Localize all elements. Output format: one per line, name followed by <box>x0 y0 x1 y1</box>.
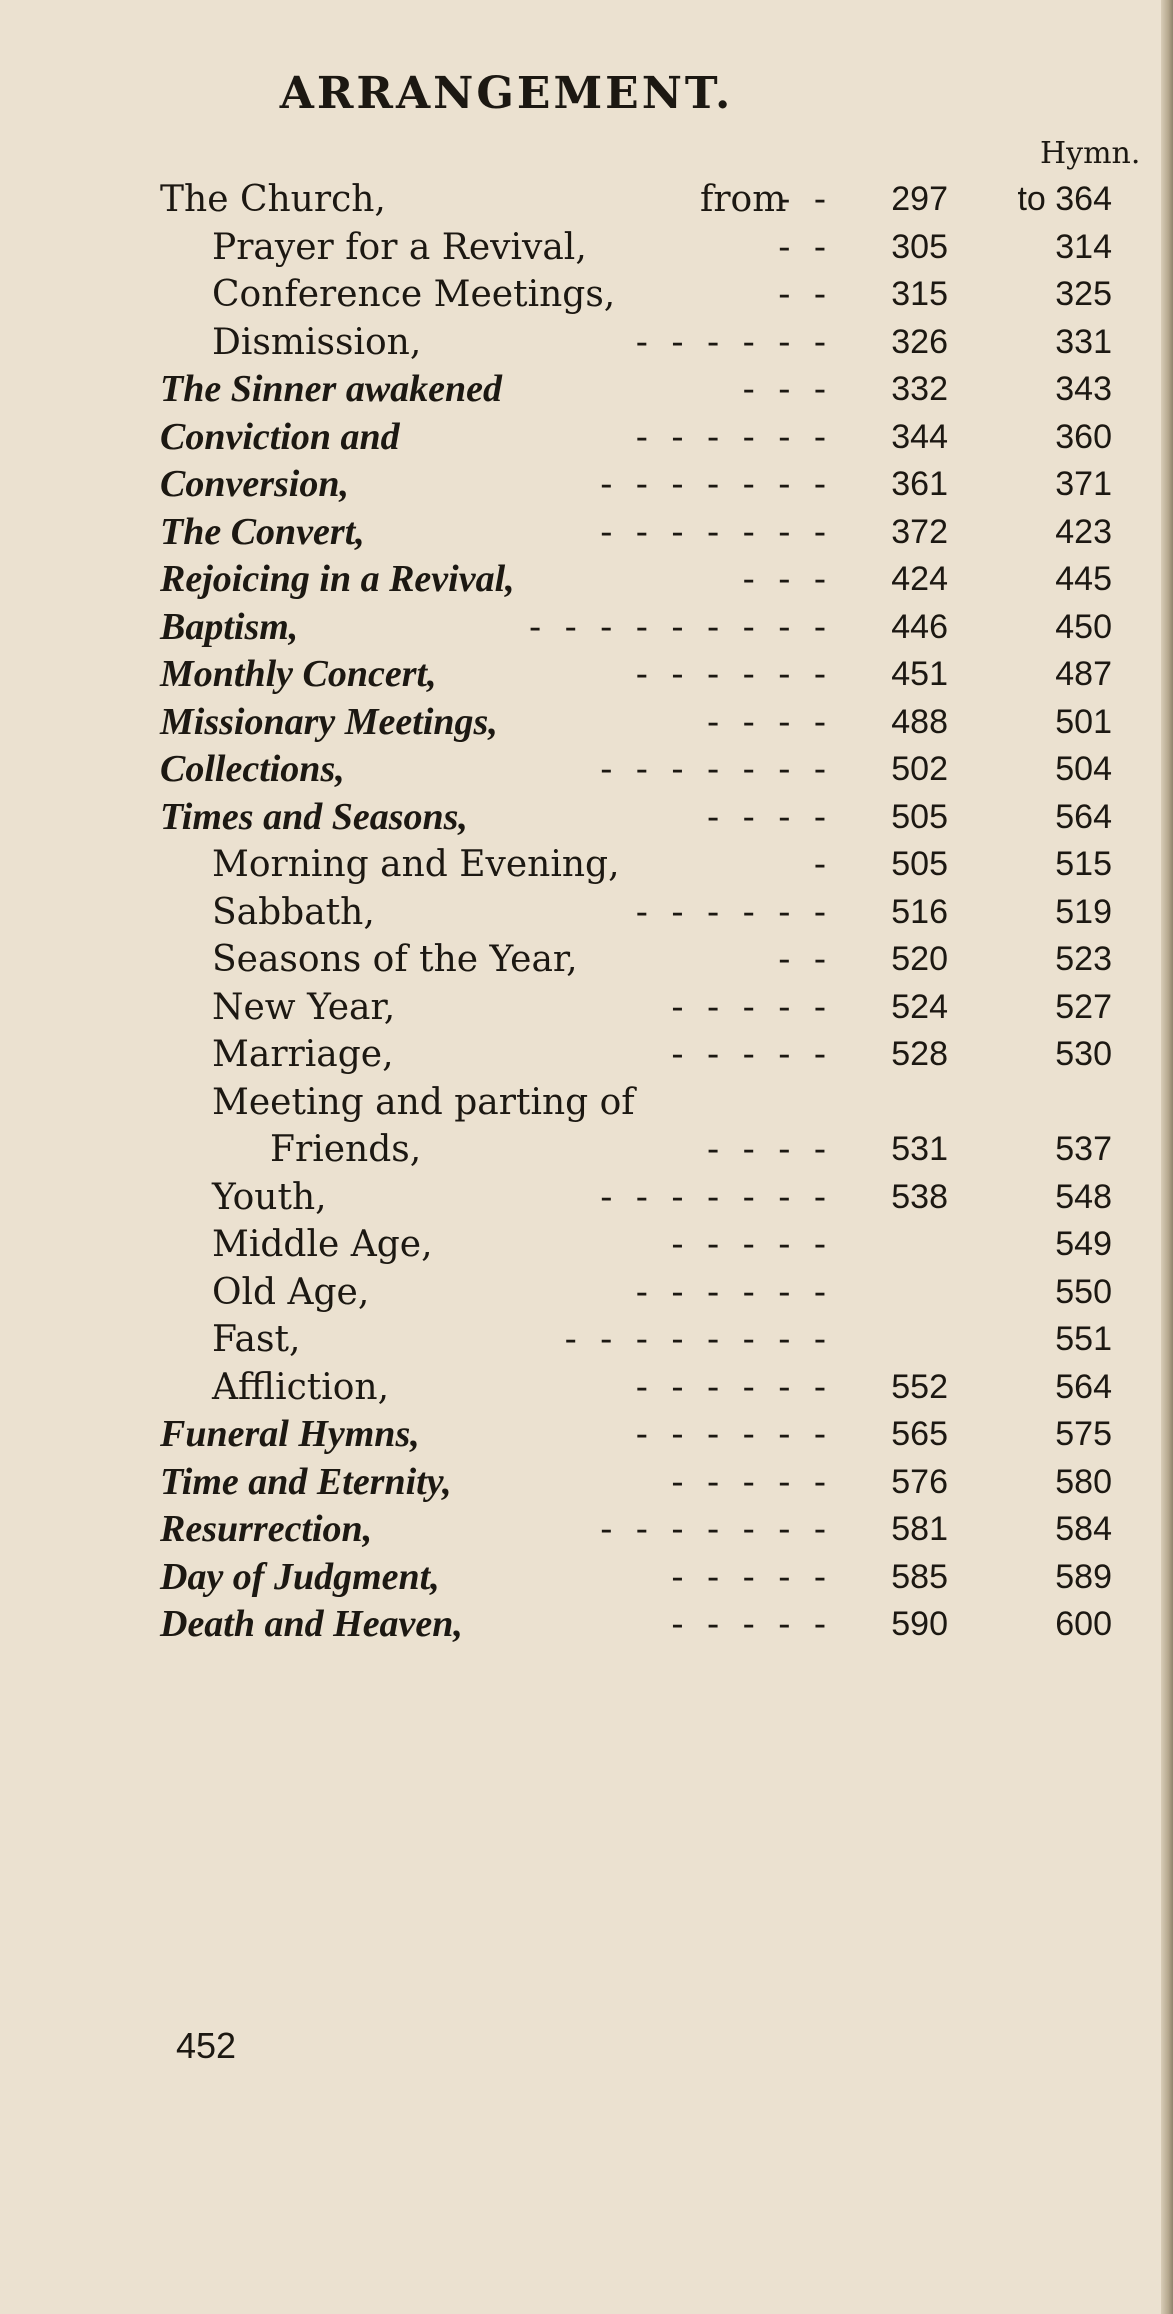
leader-dashes: - - - - - - <box>635 1271 832 1313</box>
entry-label: Morning and Evening, <box>212 844 620 885</box>
hymn-range-start: 538 <box>891 1177 948 1216</box>
contents-row <box>0 1601 1173 1649</box>
hymn-range-start: 520 <box>891 940 948 978</box>
contents-list <box>0 176 1173 1649</box>
leader-dashes: - - <box>778 939 832 980</box>
leader-dashes: - - <box>778 274 832 315</box>
entry-label: Seasons of the Year, <box>212 939 578 980</box>
contents-row <box>0 1316 1173 1364</box>
from-word: from <box>700 179 787 220</box>
entry-label: Sabbath, <box>212 891 375 933</box>
entry-label: Meeting and parting of <box>212 1081 635 1123</box>
entry-label-continued: Friends, <box>270 1129 422 1170</box>
hymn-range-end: 551 <box>1055 1320 1112 1358</box>
leader-dashes: - - <box>778 226 832 268</box>
hymn-range-start: 502 <box>891 750 948 788</box>
leader-dashes: - - - - - - <box>635 1414 832 1455</box>
hymn-range-end: 371 <box>1055 465 1112 503</box>
hymn-range-end: 537 <box>1055 1130 1112 1168</box>
hymn-range-start: 528 <box>891 1035 948 1073</box>
contents-row <box>0 1269 1173 1317</box>
hymn-range-end: 564 <box>1055 1367 1112 1406</box>
entry-label: Youth, <box>212 1176 327 1218</box>
entry-label: Day of Judgment, <box>160 1555 440 1598</box>
contents-row <box>0 604 1173 652</box>
leader-dashes: - - - - - - - <box>600 1509 832 1550</box>
entry-label: Monthly Concert, <box>160 653 437 695</box>
hymn-column-label: Hymn. <box>1040 136 1141 171</box>
contents-row <box>0 1364 1173 1412</box>
entry-label: The Sinner awakened <box>160 368 503 410</box>
hymn-range-end: 589 <box>1055 1557 1112 1596</box>
contents-row <box>0 461 1173 509</box>
contents-row <box>0 1459 1173 1507</box>
entry-label: The Church, <box>160 179 386 220</box>
hymn-range-end: 515 <box>1055 845 1112 883</box>
entry-label: Times and Seasons, <box>160 795 468 838</box>
entry-label: Middle Age, <box>212 1224 433 1265</box>
contents-row <box>0 746 1173 794</box>
leader-dashes: - - - - - - <box>635 321 832 363</box>
contents-row <box>0 509 1173 557</box>
hymn-range-end: 445 <box>1055 560 1112 598</box>
hymn-range-end: 504 <box>1055 750 1112 788</box>
leader-dashes: - - - - - <box>671 1224 832 1265</box>
hymn-range-end: 423 <box>1055 512 1112 551</box>
hymn-range-start: 505 <box>891 845 948 883</box>
hymn-range-end: 530 <box>1055 1035 1112 1073</box>
entry-label: Old Age, <box>212 1271 370 1313</box>
leader-dashes: - <box>813 844 832 885</box>
contents-row <box>0 1411 1173 1459</box>
leader-dashes: - - - - <box>707 796 832 838</box>
hymn-range-start: 585 <box>891 1557 948 1596</box>
hymn-range-start: 576 <box>891 1462 948 1501</box>
leader-dashes: - - - - - - <box>635 1366 832 1408</box>
entry-label: Fast, <box>212 1319 301 1360</box>
leader-dashes: - - - - - <box>671 1034 832 1075</box>
contents-row <box>0 651 1173 699</box>
contents-row <box>0 1079 1173 1174</box>
contents-row <box>0 1554 1173 1602</box>
contents-row <box>0 984 1173 1032</box>
contents-row <box>0 1221 1173 1269</box>
hymn-range-start: 446 <box>891 607 948 646</box>
hymn-range-end: 584 <box>1055 1510 1112 1548</box>
hymn-range-start: 451 <box>891 655 948 693</box>
hymn-range-end: 331 <box>1055 322 1112 361</box>
hymn-range-start: 516 <box>891 892 948 931</box>
leader-dashes: - - <box>778 179 832 220</box>
hymn-range-start: 531 <box>891 1130 948 1168</box>
hymn-range-start: 326 <box>891 322 948 361</box>
hymn-range-end: 600 <box>1055 1605 1112 1643</box>
hymn-range-end: 360 <box>1055 417 1112 456</box>
hymn-range-end: 564 <box>1055 797 1112 836</box>
entry-label: Resurrection, <box>160 1508 373 1550</box>
hymn-range-start: 488 <box>891 702 948 741</box>
entry-label: Rejoicing in a Revival, <box>160 558 515 600</box>
contents-row <box>0 176 1173 224</box>
hymn-range-end: 325 <box>1055 275 1112 313</box>
hymn-range-end: 550 <box>1055 1272 1112 1311</box>
hymn-range-end: 450 <box>1055 607 1112 646</box>
hymn-range-start: 590 <box>891 1605 948 1643</box>
entry-label: Time and Eternity, <box>160 1460 452 1503</box>
leader-dashes: - - - - - - - - <box>564 1319 832 1360</box>
entry-label: The Convert, <box>160 510 365 553</box>
leader-dashes: - - - - - <box>671 1604 832 1645</box>
contents-row <box>0 841 1173 889</box>
hymn-range-end: 548 <box>1055 1177 1112 1216</box>
hymn-range-start: 305 <box>891 227 948 266</box>
entry-label: Affliction, <box>212 1366 390 1408</box>
entry-label: Prayer for a Revival, <box>212 226 587 268</box>
hymn-range-start: 505 <box>891 797 948 836</box>
leader-dashes: - - - - - - - <box>600 749 832 790</box>
hymn-range-start: 361 <box>891 465 948 503</box>
hymn-range-start: 372 <box>891 512 948 551</box>
leader-dashes: - - - - - - - - - <box>528 606 832 648</box>
leader-dashes: - - - - <box>707 701 832 743</box>
hymn-range-end: 549 <box>1055 1225 1112 1263</box>
hymn-range-start: 581 <box>891 1510 948 1548</box>
hymn-range-end: 527 <box>1055 987 1112 1026</box>
leader-dashes: - - - - - - <box>635 891 832 933</box>
hymn-range-start: 524 <box>891 987 948 1026</box>
entry-label: Conviction and <box>160 415 400 458</box>
contents-row <box>0 224 1173 272</box>
entry-label: Baptism, <box>160 605 299 648</box>
entry-label: Collections, <box>160 748 345 790</box>
contents-row <box>0 271 1173 319</box>
hymn-range-end: 501 <box>1055 702 1112 741</box>
contents-row <box>0 794 1173 842</box>
contents-row <box>0 936 1173 984</box>
contents-row <box>0 414 1173 462</box>
hymn-range-end: 580 <box>1055 1462 1112 1501</box>
leader-dashes: - - - - - <box>671 1461 832 1503</box>
hymn-range-end: 523 <box>1055 940 1112 978</box>
entry-label: Marriage, <box>212 1034 394 1075</box>
contents-row <box>0 1506 1173 1554</box>
contents-row <box>0 556 1173 604</box>
leader-dashes: - - - - - - - <box>600 511 832 553</box>
contents-row <box>0 889 1173 937</box>
entry-label: Death and Heaven, <box>160 1603 463 1645</box>
hymn-range-end: 314 <box>1055 227 1112 266</box>
leader-dashes: - - - - - - - <box>600 464 832 505</box>
entry-label: Funeral Hymns, <box>160 1413 420 1455</box>
entry-label: Conference Meetings, <box>212 274 616 315</box>
page-heading: ARRANGEMENT. <box>279 68 734 119</box>
hymn-range-start: 332 <box>891 370 948 408</box>
hymn-range-start: 344 <box>891 417 948 456</box>
leader-dashes: - - - - - - <box>635 416 832 458</box>
page-number: 452 <box>176 2025 237 2066</box>
entry-label: Missionary Meetings, <box>160 700 498 743</box>
contents-row <box>0 1174 1173 1222</box>
leader-dashes: - - - - - - - <box>600 1176 832 1218</box>
leader-dashes: - - - - <box>707 1129 832 1170</box>
leader-dashes: - - - - - - <box>635 654 832 695</box>
hymn-range-start: 552 <box>891 1367 948 1406</box>
hymn-range-end: to 364 <box>1017 180 1112 218</box>
hymn-range-end: 575 <box>1055 1415 1112 1453</box>
hymn-range-end: 343 <box>1055 370 1112 408</box>
entry-label: Conversion, <box>160 463 349 505</box>
leader-dashes: - - - - - <box>671 1556 832 1598</box>
hymn-range-start: 315 <box>891 275 948 313</box>
hymn-range-start: 297 <box>891 180 948 218</box>
leader-dashes: - - - <box>742 369 832 410</box>
contents-row <box>0 1031 1173 1079</box>
hymn-range-end: 487 <box>1055 655 1112 693</box>
contents-row <box>0 366 1173 414</box>
entry-label: Dismission, <box>212 321 422 363</box>
entry-label: New Year, <box>212 986 396 1028</box>
leader-dashes: - - - - - <box>671 986 832 1028</box>
contents-row <box>0 319 1173 367</box>
hymn-range-start: 565 <box>891 1415 948 1453</box>
leader-dashes: - - - <box>742 559 832 600</box>
hymn-range-start: 424 <box>891 560 948 598</box>
hymn-range-end: 519 <box>1055 892 1112 931</box>
contents-row <box>0 699 1173 747</box>
